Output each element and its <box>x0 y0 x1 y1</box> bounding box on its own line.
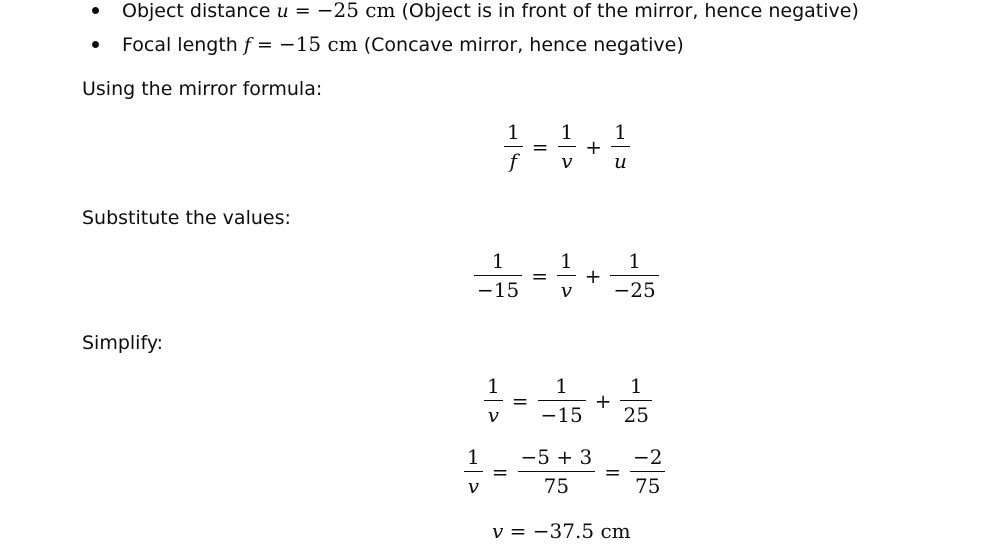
fraction <box>518 446 596 497</box>
denominator: v <box>561 149 573 173</box>
fraction <box>504 121 523 172</box>
substitute-intro: Substitute the values: <box>82 207 291 229</box>
result-value: −37.5 <box>532 519 595 543</box>
numerator: −2 <box>632 445 663 469</box>
plus-sign: + <box>585 134 602 159</box>
numerator: 1 <box>507 120 520 144</box>
final-result <box>492 519 631 543</box>
fraction <box>474 250 522 301</box>
bullet-object-distance <box>122 0 859 23</box>
numerator: 1 <box>628 249 641 273</box>
numerator: 1 <box>555 374 568 398</box>
fraction <box>558 121 577 172</box>
fraction <box>484 375 503 426</box>
result-unit: cm <box>594 519 631 543</box>
object-distance-eq: = <box>288 0 317 22</box>
formula-intro: Using the mirror formula: <box>82 78 323 100</box>
fraction <box>538 375 586 426</box>
denominator: −15 <box>477 278 520 302</box>
denominator: −25 <box>613 278 656 302</box>
simplify-intro: Simplify: <box>82 332 164 354</box>
equals-sign: = <box>604 459 621 484</box>
substituted-equation <box>471 250 662 301</box>
fraction <box>620 375 651 426</box>
fraction <box>557 250 576 301</box>
focal-length-unit: cm <box>321 32 358 56</box>
denominator: u <box>614 149 627 173</box>
simplify-equation-1 <box>481 375 655 426</box>
focal-length-label: Focal length <box>122 34 244 56</box>
focal-length-eq: = <box>250 34 279 56</box>
bullet-dot <box>92 7 99 14</box>
equals-sign: = <box>503 519 533 543</box>
equals-sign: = <box>531 263 548 288</box>
object-distance-label: Object distance <box>122 0 277 22</box>
result-var: v <box>492 519 504 543</box>
object-distance-unit: cm <box>358 0 396 22</box>
equals-sign: = <box>531 134 549 159</box>
numerator: 1 <box>629 374 643 398</box>
fraction <box>611 121 630 172</box>
denominator: v <box>467 474 480 498</box>
numerator: 1 <box>559 249 573 273</box>
bullet-dot <box>92 41 99 48</box>
fraction <box>610 250 658 301</box>
focal-length-var: f <box>243 34 251 56</box>
denominator: 25 <box>623 403 649 427</box>
object-distance-note: (Object is in front of the mirror, hence negative) <box>395 0 859 22</box>
bullet-focal-length <box>122 32 684 57</box>
plus-sign: + <box>584 263 602 288</box>
object-distance-var: u <box>276 0 289 22</box>
denominator: v <box>487 403 500 427</box>
focal-length-note: (Concave mirror, hence negative) <box>357 34 684 56</box>
numerator: −5 + 3 <box>520 445 593 469</box>
focal-length-value: −15 <box>278 32 322 56</box>
numerator: 1 <box>614 120 627 144</box>
denominator: v <box>560 278 572 302</box>
numerator: 1 <box>467 445 480 469</box>
numerator: 1 <box>487 374 500 398</box>
object-distance-value: −25 <box>316 0 359 22</box>
plus-sign: + <box>594 388 612 413</box>
equals-sign: = <box>511 388 529 413</box>
simplify-equation-2 <box>461 446 668 497</box>
numerator: 1 <box>491 249 505 273</box>
numerator: 1 <box>560 120 574 144</box>
equals-sign: = <box>491 459 509 484</box>
fraction <box>630 446 665 497</box>
mirror-formula <box>501 121 633 172</box>
denominator: −15 <box>540 403 583 427</box>
denominator: f <box>509 149 518 173</box>
fraction <box>464 446 483 497</box>
denominator: 75 <box>634 474 661 498</box>
denominator: 75 <box>543 474 570 498</box>
